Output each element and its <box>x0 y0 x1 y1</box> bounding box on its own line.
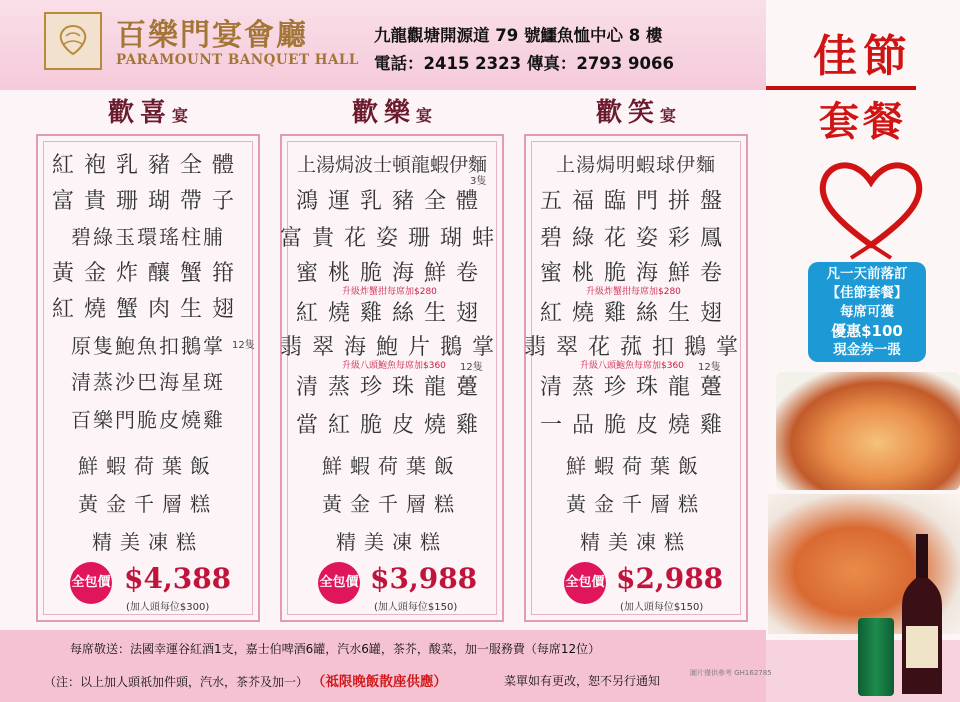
menu-column-1 <box>36 92 260 612</box>
dish: 上湯焗明蝦球伊麵 <box>555 154 716 176</box>
promo-line: 每席可獲 <box>840 303 894 320</box>
dish: 百樂門脆皮燒雞 <box>71 408 225 432</box>
extra-person-price: (加人頭每位$300) <box>126 602 210 613</box>
dish: 精美凍糕 <box>580 530 692 554</box>
dish: 原隻鮑魚扣鵝掌 <box>71 334 225 358</box>
wine-bottle-icon <box>898 534 946 694</box>
logo-english-name: PARAMOUNT BANQUET HALL <box>116 52 359 68</box>
upgrade-note: 升級炸蟹拑每席加$280 <box>586 287 681 297</box>
menu-title: 歡樂宴 <box>351 98 433 128</box>
all-inclusive-badge: 全包價 <box>70 562 112 604</box>
promo-line: 優惠$100 <box>831 321 903 340</box>
dish: 上湯焗波士頓龍蝦伊麵 <box>296 154 487 176</box>
all-inclusive-badge: 全包價 <box>318 562 360 604</box>
upgrade-note: 升級八頭鮑魚每席加$360 <box>342 361 446 371</box>
dish: 富貴珊瑚帶子 <box>51 189 244 214</box>
promo-subtitle: 套餐 <box>819 98 907 145</box>
dish: 精美凍糕 <box>336 530 448 554</box>
dish: 鮮蝦荷葉飯 <box>566 454 706 478</box>
upgrade-note: 升級八頭鮑魚每席加$360 <box>580 361 684 371</box>
dish: 黃金千層糕 <box>566 492 706 516</box>
menu-title: 歡笑宴 <box>595 98 677 128</box>
dish: 黃金千層糕 <box>322 492 462 516</box>
menu-change-notice: 菜單如有更改，恕不另行通知 <box>504 674 661 688</box>
dish: 鮮蝦荷葉飯 <box>322 454 462 478</box>
dish: 清蒸珍珠龍躉 <box>295 375 488 400</box>
menu-column-3 <box>524 92 748 612</box>
footer-band <box>0 630 772 702</box>
footer-note <box>44 670 447 690</box>
extra-person-price: (加人頭每位$150) <box>620 602 704 613</box>
photo-reference-note: 圖片僅供參考 GH162785 <box>690 669 772 677</box>
phone-fax: 電話：2415 2323 傳真：2793 9066 <box>374 54 674 73</box>
extra-person-price: (加人頭每位$150) <box>374 602 458 613</box>
dish: 碧綠花姿彩鳳 <box>539 226 732 251</box>
dish: 一品脆皮燒雞 <box>539 413 732 438</box>
dinner-only-note: （祗限晚飯散座供應） <box>311 674 447 690</box>
all-inclusive-badge: 全包價 <box>564 562 606 604</box>
complimentary-items: 每席敬送：法國幸運谷紅酒1支，嘉士伯啤酒6罐，汽水6罐，茶芥，酸菜，加一服務費（每席12位） <box>70 642 601 656</box>
heart-ribbon-icon <box>806 150 936 260</box>
menu-price: $3,988 <box>370 562 478 595</box>
menu-title: 歡喜宴 <box>107 98 189 128</box>
dish: 碧綠玉環瑤柱脯 <box>71 225 225 249</box>
dish: 黃金炸釀蟹箝 <box>51 261 244 286</box>
promo-offer-box <box>808 262 926 362</box>
dish: 精美凍糕 <box>92 530 204 554</box>
upgrade-note: 升級炸蟹拑每席加$280 <box>342 287 437 297</box>
promo-line: 現金券一張 <box>833 341 901 358</box>
dish: 清蒸珍珠龍躉 <box>539 375 732 400</box>
extra-person-note: （注：以上加人頭祇加件頭，汽水，茶芥及加一） <box>44 675 309 689</box>
dish: 當紅脆皮燒雞 <box>295 413 488 438</box>
dish: 黃金千層糕 <box>78 492 218 516</box>
beer-can-icon <box>858 618 894 696</box>
menu-column-2 <box>280 92 504 612</box>
dish: 五福臨門拼盤 <box>539 189 732 214</box>
dish: 蜜桃脆海鮮卷 <box>539 261 732 286</box>
qty-label: 12隻 <box>232 340 255 351</box>
dish: 翡翠海鮑片鵝掌 <box>280 335 505 360</box>
address: 九龍觀塘開源道 79 號鱷魚恤中心 8 樓 <box>374 26 663 45</box>
qty-label: 12隻 <box>460 362 483 373</box>
menu-price: $2,988 <box>616 562 724 595</box>
dish: 清蒸沙巴海星斑 <box>71 370 225 394</box>
dish: 紅燒雞絲生翅 <box>295 301 488 326</box>
menu-price: $4,388 <box>124 562 232 595</box>
dish: 紅燒蟹肉生翅 <box>51 297 244 322</box>
dish: 蜜桃脆海鮮卷 <box>295 261 488 286</box>
dish: 紅袍乳豬全體 <box>51 153 244 178</box>
dish: 紅燒雞絲生翅 <box>539 301 732 326</box>
dish: 鮮蝦荷葉飯 <box>78 454 218 478</box>
logo-chinese-name: 百樂門宴會廳 <box>116 18 308 53</box>
dish: 富貴花姿珊瑚蚌 <box>280 226 505 251</box>
qty-label: 3隻 <box>470 176 487 187</box>
logo-emblem-icon <box>44 12 102 70</box>
food-photo-lobster <box>776 372 960 490</box>
promo-line: 凡一天前落訂 <box>826 265 908 282</box>
dish: 鴻運乳豬全體 <box>295 189 488 214</box>
promo-line: 【佳節套餐】 <box>826 284 908 301</box>
promo-title: 佳節 <box>813 31 913 82</box>
dish: 翡翠花菰扣鵝掌 <box>524 335 749 360</box>
qty-label: 12隻 <box>698 362 721 373</box>
